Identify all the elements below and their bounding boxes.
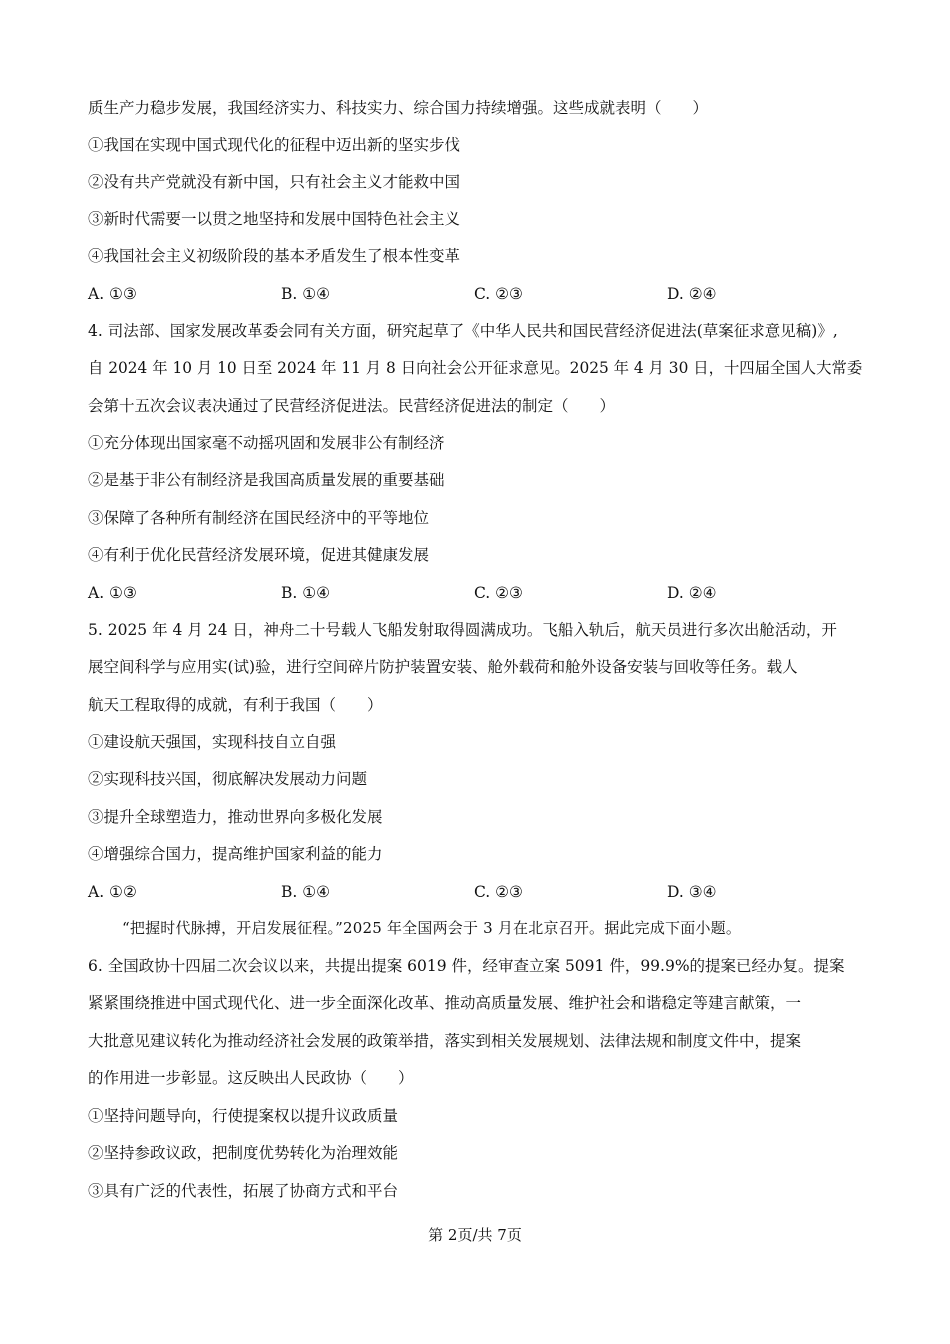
q4-option-c: C. ②③ — [474, 584, 523, 602]
q4-statement-4: ④有利于优化民营经济发展环境，促进其健康发展 — [88, 546, 430, 564]
q6-stem-line-2: 紧紧围绕推进中国式现代化、进一步全面深化改革、推动高质量发展、维护社会和谐稳定等建言献策，一 — [88, 994, 802, 1012]
q4-stem-line-3: 会第十五次会议表决通过了民营经济促进法。民营经济促进法的制定（ ） — [88, 397, 616, 415]
q3-option-b: B. ①④ — [281, 285, 331, 303]
q4-statement-2: ②是基于非公有制经济是我国高质量发展的重要基础 — [88, 471, 445, 489]
q5-option-b: B. ①④ — [281, 883, 331, 901]
q5-statement-3: ③提升全球塑造力，推动世界向多极化发展 — [88, 808, 383, 826]
q4-option-d: D. ②④ — [667, 584, 717, 602]
material-intro: “把握时代脉搏，开启发展征程。”2025 年全国两会于 3 月在北京召开。据此完成下面小题。 — [122, 919, 742, 937]
q4-stem-line-2: 自 2024 年 10 月 10 日至 2024 年 11 月 8 日向社会公开征求意见。2025 年 4 月 30 日，十四届全国人大常委 — [88, 359, 863, 377]
q6-statement-3: ③具有广泛的代表性，拓展了协商方式和平台 — [88, 1182, 399, 1200]
q3-statement-2: ②没有共产党就没有新中国，只有社会主义才能救中国 — [88, 173, 461, 191]
q4-stem-line-1: 4. 司法部、国家发展改革委会同有关方面，研究起草了《中华人民共和国民营经济促进法(草案征求意见稿)》, — [88, 322, 838, 340]
q5-statement-1: ①建设航天强国，实现科技自立自强 — [88, 733, 337, 751]
q6-statement-1: ①坚持问题导向，行使提案权以提升议政质量 — [88, 1107, 399, 1125]
q3-stem-tail: 质生产力稳步发展，我国经济实力、科技实力、综合国力持续增强。这些成就表明（ ） — [88, 99, 709, 117]
q4-statement-1: ①充分体现出国家毫不动摇巩固和发展非公有制经济 — [88, 434, 445, 452]
q3-option-a: A. ①③ — [88, 285, 137, 303]
q6-stem-line-4: 的作用进一步彰显。这反映出人民政协（ ） — [88, 1069, 414, 1087]
q5-stem-line-3: 航天工程取得的成就，有利于我国（ ） — [88, 696, 383, 714]
q4-option-a: A. ①③ — [88, 584, 137, 602]
q3-statement-3: ③新时代需要一以贯之地坚持和发展中国特色社会主义 — [88, 210, 461, 228]
q6-stem-line-3: 大批意见建议转化为推动经济社会发展的政策举措，落实到相关发展规划、法律法规和制度文件中，提案 — [88, 1032, 802, 1050]
q5-option-d: D. ③④ — [667, 883, 717, 901]
page-number-footer: 第 2页/共 7页 — [428, 1226, 522, 1244]
q5-statement-2: ②实现科技兴国，彻底解决发展动力问题 — [88, 770, 368, 788]
q6-statement-2: ②坚持参政议政，把制度优势转化为治理效能 — [88, 1144, 399, 1162]
q3-statement-1: ①我国在实现中国式现代化的征程中迈出新的坚实步伐 — [88, 136, 461, 154]
q3-option-c: C. ②③ — [474, 285, 523, 303]
q3-option-d: D. ②④ — [667, 285, 717, 303]
q5-stem-line-2: 展空间科学与应用实(试)验，进行空间碎片防护装置安装、舱外载荷和舱外设备安装与回收等任务。载人 — [88, 658, 798, 676]
q5-stem-line-1: 5. 2025 年 4 月 24 日，神舟二十号载人飞船发射取得圆满成功。飞船入轨后，航天员进行多次出舱活动，开 — [88, 621, 837, 639]
q6-stem-line-1: 6. 全国政协十四届二次会议以来，共提出提案 6019 件，经审查立案 5091 件，99.9%的提案已经办复。提案 — [88, 957, 845, 975]
q4-statement-3: ③保障了各种所有制经济在国民经济中的平等地位 — [88, 509, 430, 527]
q5-option-c: C. ②③ — [474, 883, 523, 901]
q4-option-b: B. ①④ — [281, 584, 331, 602]
q5-statement-4: ④增强综合国力，提高维护国家利益的能力 — [88, 845, 383, 863]
q3-statement-4: ④我国社会主义初级阶段的基本矛盾发生了根本性变革 — [88, 247, 461, 265]
q5-option-a: A. ①② — [88, 883, 137, 901]
